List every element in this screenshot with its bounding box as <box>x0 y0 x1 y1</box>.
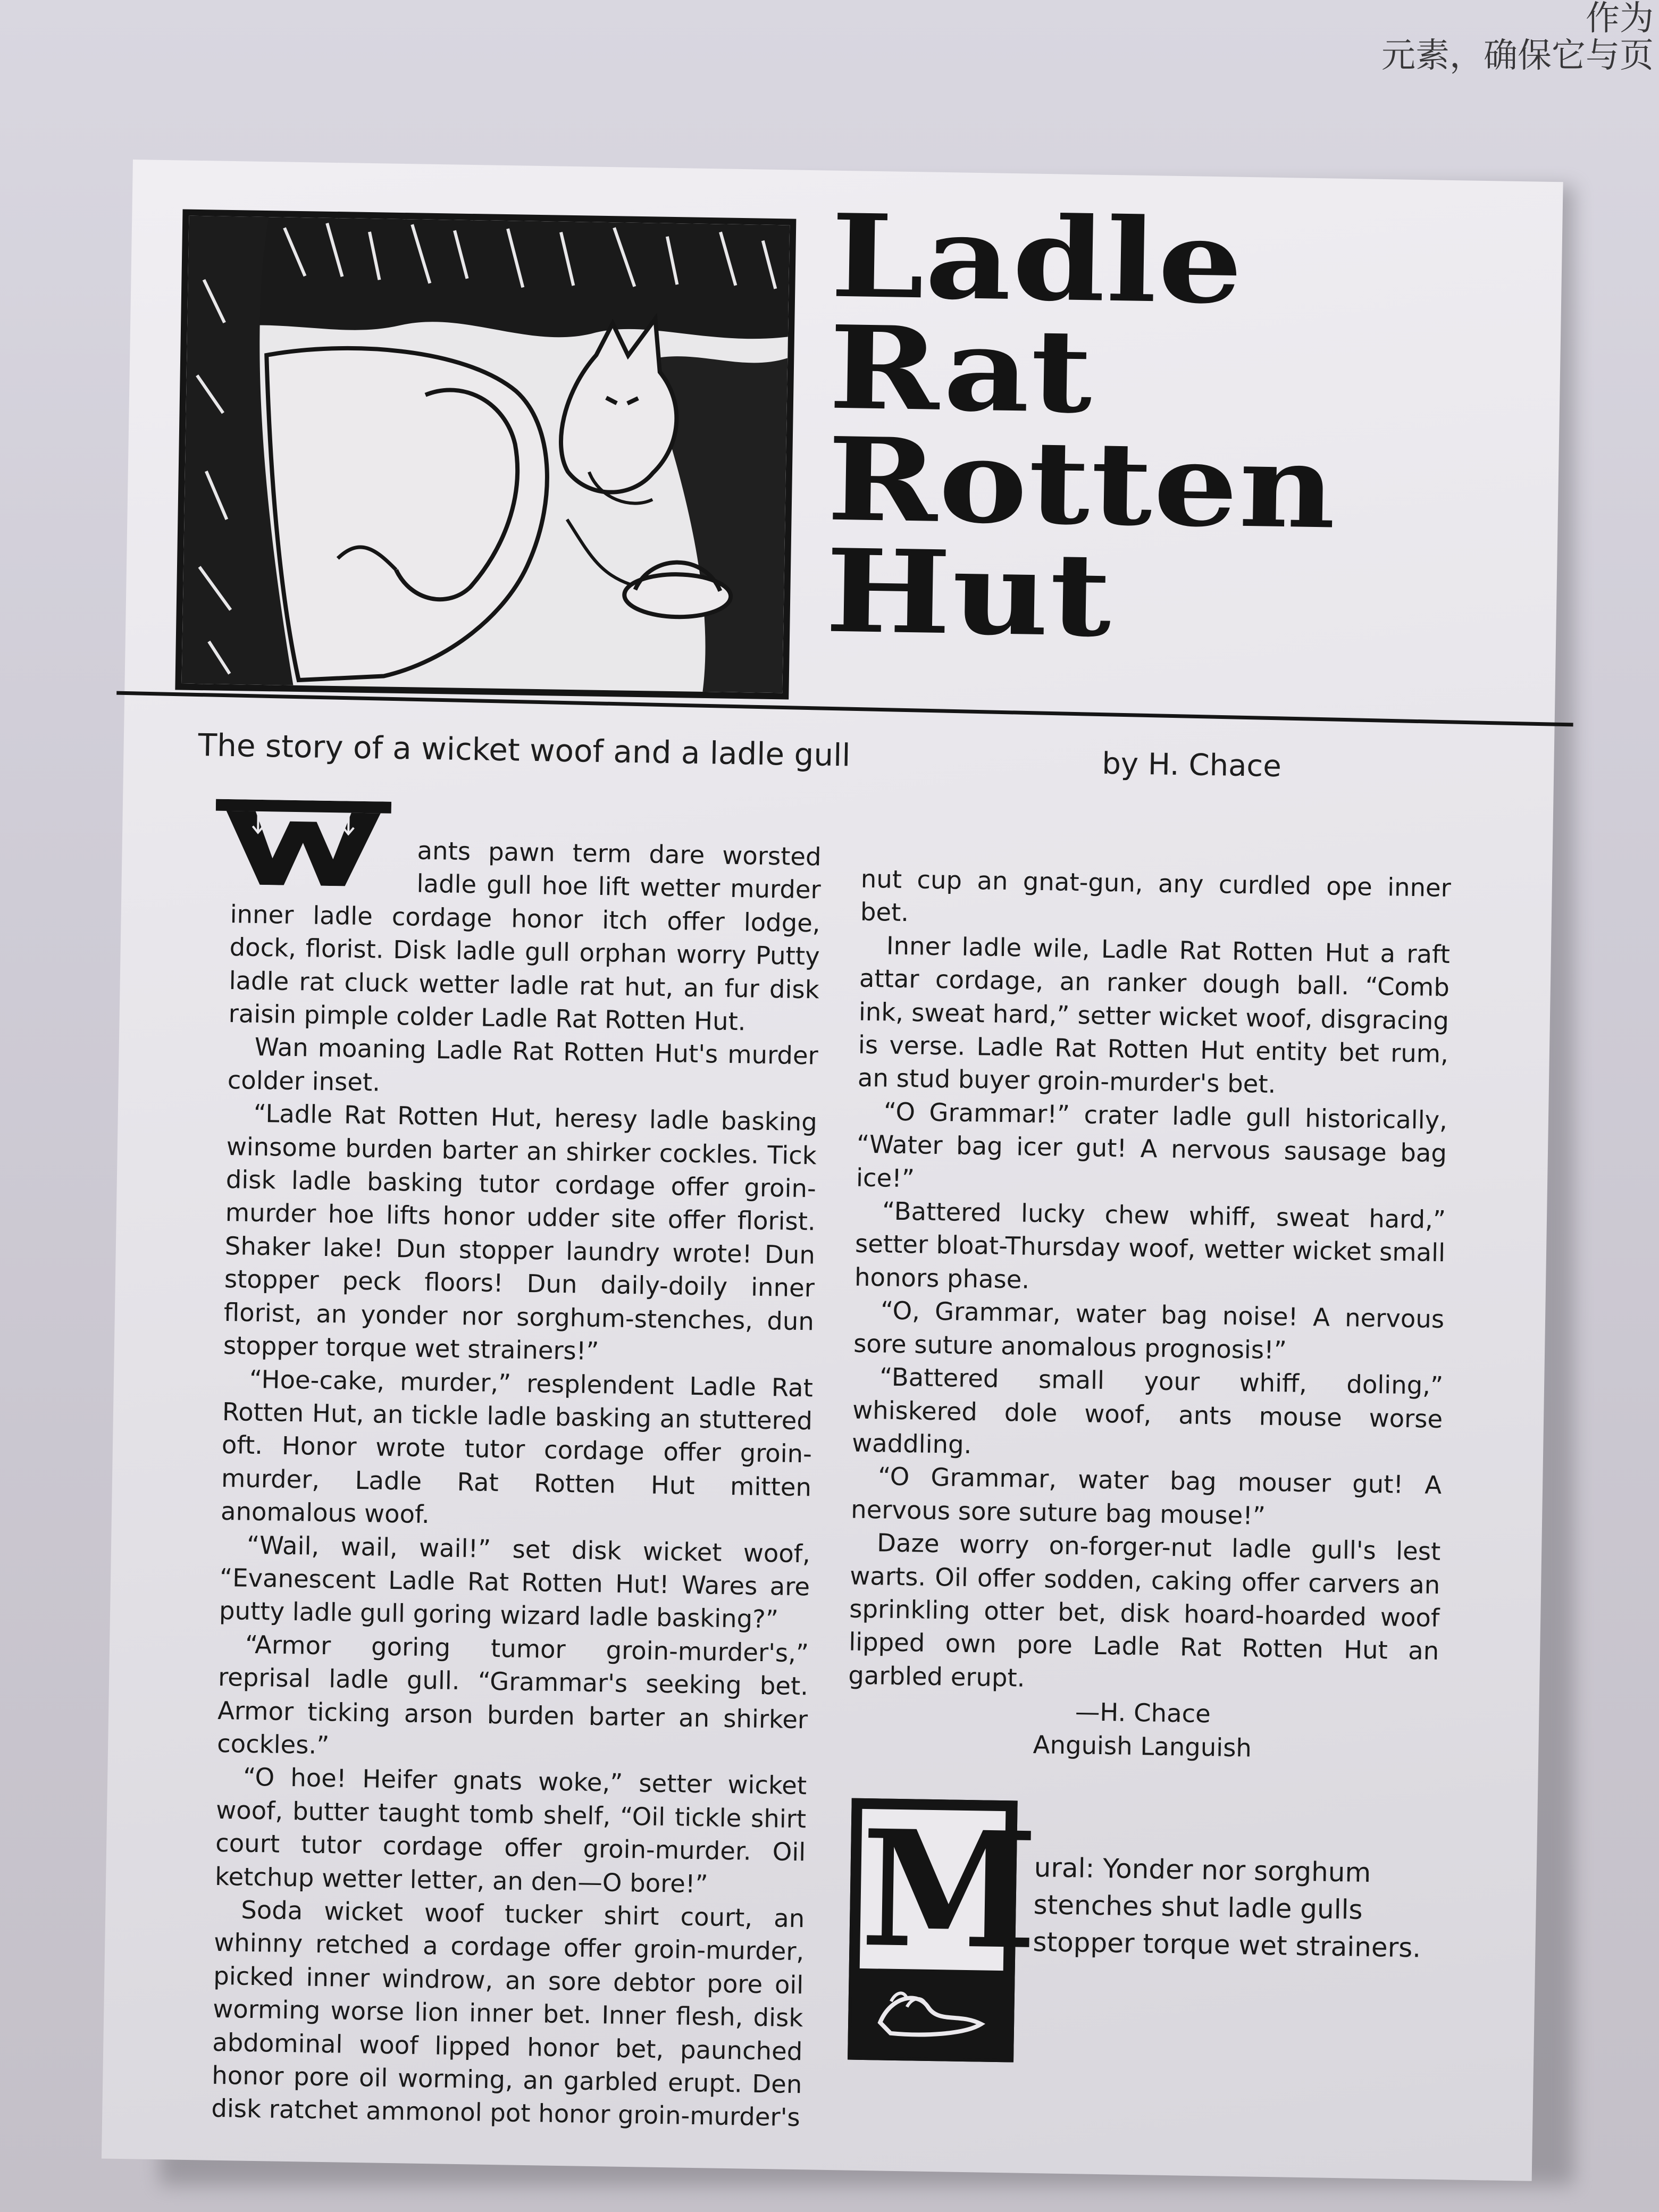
paragraph: “Battered small your whiff, doling,” whiskered dole woof, ants mouse worse waddling. <box>851 1362 1444 1459</box>
wolf-in-bed-illustration <box>175 209 796 699</box>
paragraph: “Battered lucky chew whiff, sweat hard,” setter bloat-Thursday woof, wetter wicket small honors phase. <box>854 1196 1446 1294</box>
paragraph: “O, Grammar, water bag noise! A nervous sore suture anomalous prognosis!” <box>853 1296 1445 1365</box>
right-column <box>847 862 1451 1767</box>
paragraph: Wan moaning Ladle Rat Rotten Hut's murder colder inset. <box>227 1033 819 1097</box>
article-byline: by H. Chace <box>1101 746 1282 784</box>
corner-chinese-text <box>1381 0 1654 75</box>
article-subtitle: The story of a wicket woof and a ladle gull <box>198 727 851 774</box>
wolf-head <box>560 317 678 493</box>
left-column <box>211 831 822 2134</box>
signature-name: —H. Chace <box>1075 1697 1211 1729</box>
wolf-paw <box>566 520 631 584</box>
dropcap-banner <box>215 799 391 887</box>
title-line-1: Ladle <box>830 188 1245 330</box>
paragraph: nut cup an gnat-gun, any curdled ope inner bet. <box>860 864 1452 927</box>
paragraph-text: ants pawn term dare worsted ladle gull hoe lift wetter murder inner ladle cordage honor itch offer lodge, dock, florist. Disk ladle gull orphan worry Putty ladle rat cluck wetter ladle rat hut, an fur disk raisin pimple colder Ladle Rat Rotten Hut. <box>228 836 822 1036</box>
corner-line-1: 作为 <box>1586 0 1654 38</box>
title-line-2: Rat <box>828 300 1094 439</box>
article-title <box>824 188 1523 665</box>
paragraph: “O Grammar!” crater ladle gull historically, “Water bag icer gut! A nervous sausage bag ice!” <box>856 1097 1448 1193</box>
corner-line-2: 元素，确保它与页 <box>1381 36 1654 76</box>
paragraph: Daze worry on-forger-nut ladle gull's lest warts. Oil offer sodden, caking offer carvers an sprinkling otter bet, disk hoard-hoarded woof lipped own pore Ladle Rat Rotten Hut an garbled erupt. <box>848 1528 1441 1692</box>
paragraph: “Hoe-cake, murder,” resplendent Ladle Rat Rotten Hut, an tickle ladle basking an stuttered oft. Honor wrote tutor cordage offer groin-murder, Ladle Rat Rotten Hut mitten anomalous woof. <box>220 1364 814 1529</box>
moral-letter: M <box>859 1794 1039 1985</box>
bed-blanket <box>262 347 549 684</box>
paragraph <box>228 831 822 1040</box>
paragraph: “Armor goring tumor groin-murder's,” reprisal ladle gull. “Grammar's seeking bet. Armor ticking arson burden barter an shirker cockles.” <box>216 1630 809 1760</box>
title-divider <box>116 691 1573 727</box>
paragraph: Soda wicket woof tucker shirt court, an whinny retched a cordage offer groin-murder, picked inner windrow, an sore debtor pore oil worming worse lion inner bet. Inner flesh, disk abdominal woof lipped honor bet, paunched honor pore oil worming, an garbled erupt. Den disk ratchet ammonol pot honor groin-murder's <box>211 1895 805 2132</box>
dropcap <box>215 799 402 882</box>
signature-source: Anguish Languish <box>1033 1730 1252 1762</box>
paragraph: “Wail, wail, wail!” set disk wicket woof, “Evanescent Ladle Rat Rotten Hut! Wares are putty ladle gull goring wizard ladle basking?” <box>219 1530 811 1634</box>
title-line-4: Hut <box>824 523 1113 663</box>
paragraph: “O hoe! Heifer gnats woke,” setter wicket woof, butter taught tomb shelf, “Oil tickle shirt court tutor cordage offer groin-murder. Oil ketchup wetter letter, an den—O bore!” <box>214 1763 807 1898</box>
moral-dropcap-box <box>848 1794 1039 2063</box>
background-hatching <box>187 216 790 342</box>
paragraph: “O Grammar, water bag mouser gut! A nervous sore suture bag mouse!” <box>850 1462 1442 1530</box>
title-line-3: Rotten <box>826 412 1338 555</box>
moral-text: ural: Yonder nor sorghum stenches shut ladle gulls stopper torque wet strainers. <box>1033 1852 1421 1964</box>
paragraph: Inner ladle wile, Ladle Rat Rotten Hut a raft attar cordage, an ranker dough ball. “Comb ink, sweat hard,” setter wicket woof, disgracing is verse. Ladle Rat Rotten Hut entity bet rum, an stud buyer groin-murder's bet. <box>857 931 1451 1099</box>
book-page <box>102 160 1563 2181</box>
paragraph: “Ladle Rat Rotten Hut, heresy ladle basking winsome burden barter an shirker cockles. Tick disk ladle basking tutor cordage offer groin-murder hoe lifts honor udder site offer florist. Shaker lake! Dun stopper laundry wrote! Dun stopper peck floors! Dun daily-doily inner florist, an yonder nor sorghum-stenches, dun stopper torque wet strainers!” <box>223 1099 818 1366</box>
illustration-drawing <box>182 216 790 693</box>
shoe-ornament-icon <box>858 1974 1003 2051</box>
